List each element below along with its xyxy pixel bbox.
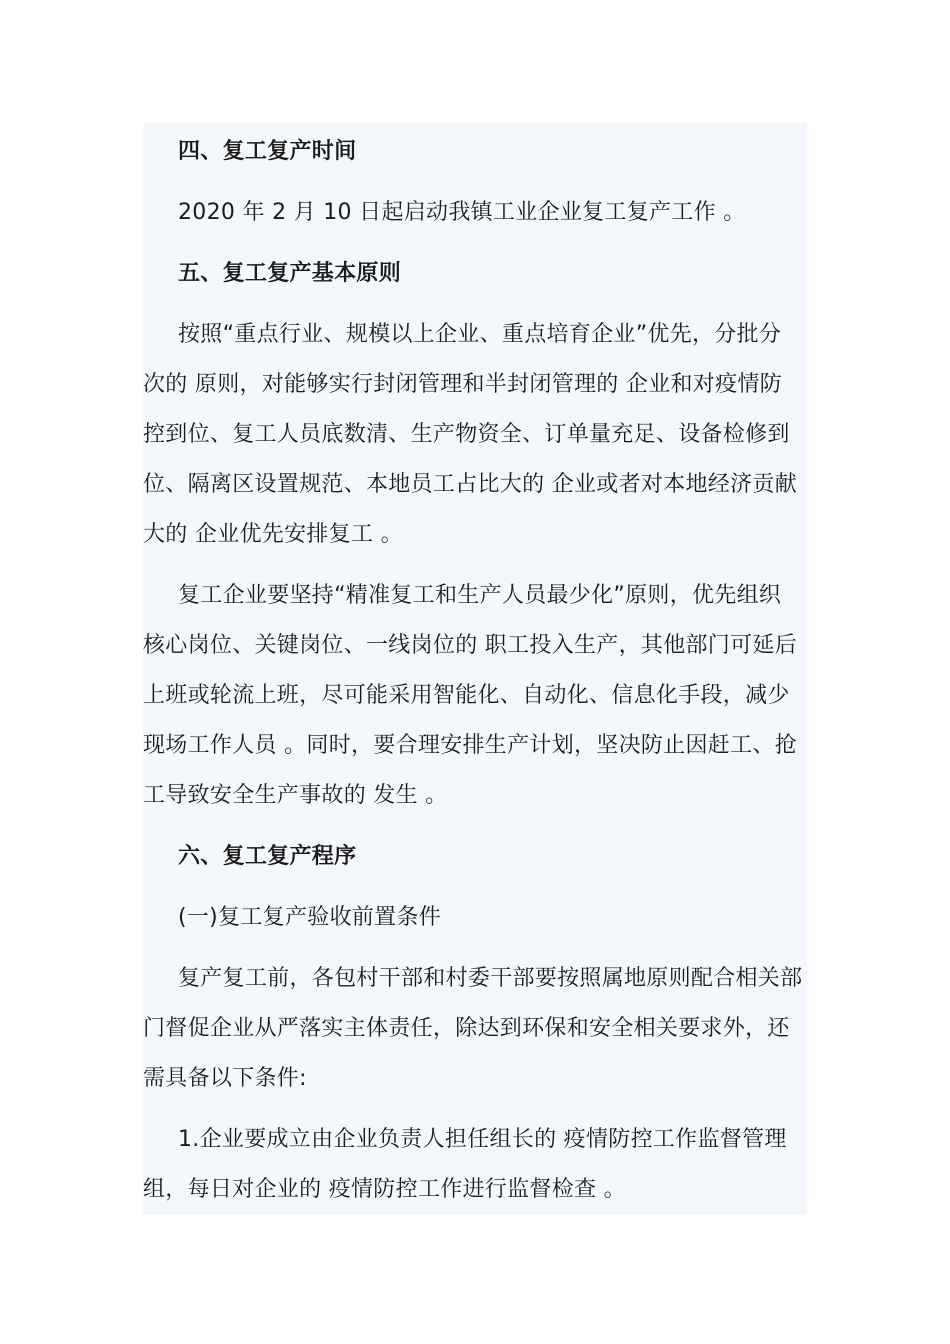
paragraph-line: 按照“重点行业、规模以上企业、重点培育企业”优先，分批分: [178, 322, 782, 347]
subsection-heading: (一)复工复产验收前置条件: [178, 905, 442, 930]
paragraph-line: 复产复工前，各包村干部和村委干部要按照属地原则配合相关部: [178, 966, 803, 991]
paragraph-line: 现场工作人员 。同时，要合理安排生产计划，坚决防止因赶工、抢: [143, 733, 797, 758]
list-item-line: 组，每日对企业的 疫情防控工作进行监督检查 。: [143, 1177, 626, 1202]
section-6-heading: 六、复工复产程序: [178, 844, 357, 869]
paragraph-line: 控到位、复工人员底数清、生产物资全、订单量充足、设备检修到: [143, 422, 790, 447]
section-4-heading: 四、复工复产时间: [178, 139, 357, 164]
paragraph-line: 需具备以下条件:: [143, 1066, 307, 1091]
paragraph-line: 次的 原则，对能够实行封闭管理和半封闭管理的 企业和对疫情防: [143, 372, 782, 397]
paragraph-line: 大的 企业优先安排复工 。: [143, 522, 403, 547]
paragraph-line: 位、隔离区设置规范、本地员工占比大的 企业或者对本地经济贡献: [143, 472, 797, 497]
paragraph-line: 工导致安全生产事故的 发生 。: [143, 783, 448, 808]
list-item-line: 1.企业要成立由企业负责人担任组长的 疫情防控工作监督管理: [178, 1127, 787, 1152]
section-5-heading: 五、复工复产基本原则: [178, 261, 402, 286]
paragraph-line: 核心岗位、关键岗位、一线岗位的 职工投入生产，其他部门可延后: [143, 633, 797, 658]
paragraph-line: 复工企业要坚持“精准复工和生产人员最少化”原则，优先组织: [178, 583, 782, 608]
paragraph-line: 门督促企业从严落实主体责任，除达到环保和安全相关要求外，还: [143, 1016, 790, 1041]
paragraph-line: 2020 年 2 月 10 日起启动我镇工业企业复工复产工作 。: [178, 200, 746, 225]
paragraph-line: 上班或轮流上班，尽可能采用智能化、自动化、信息化手段，减少: [143, 683, 790, 708]
